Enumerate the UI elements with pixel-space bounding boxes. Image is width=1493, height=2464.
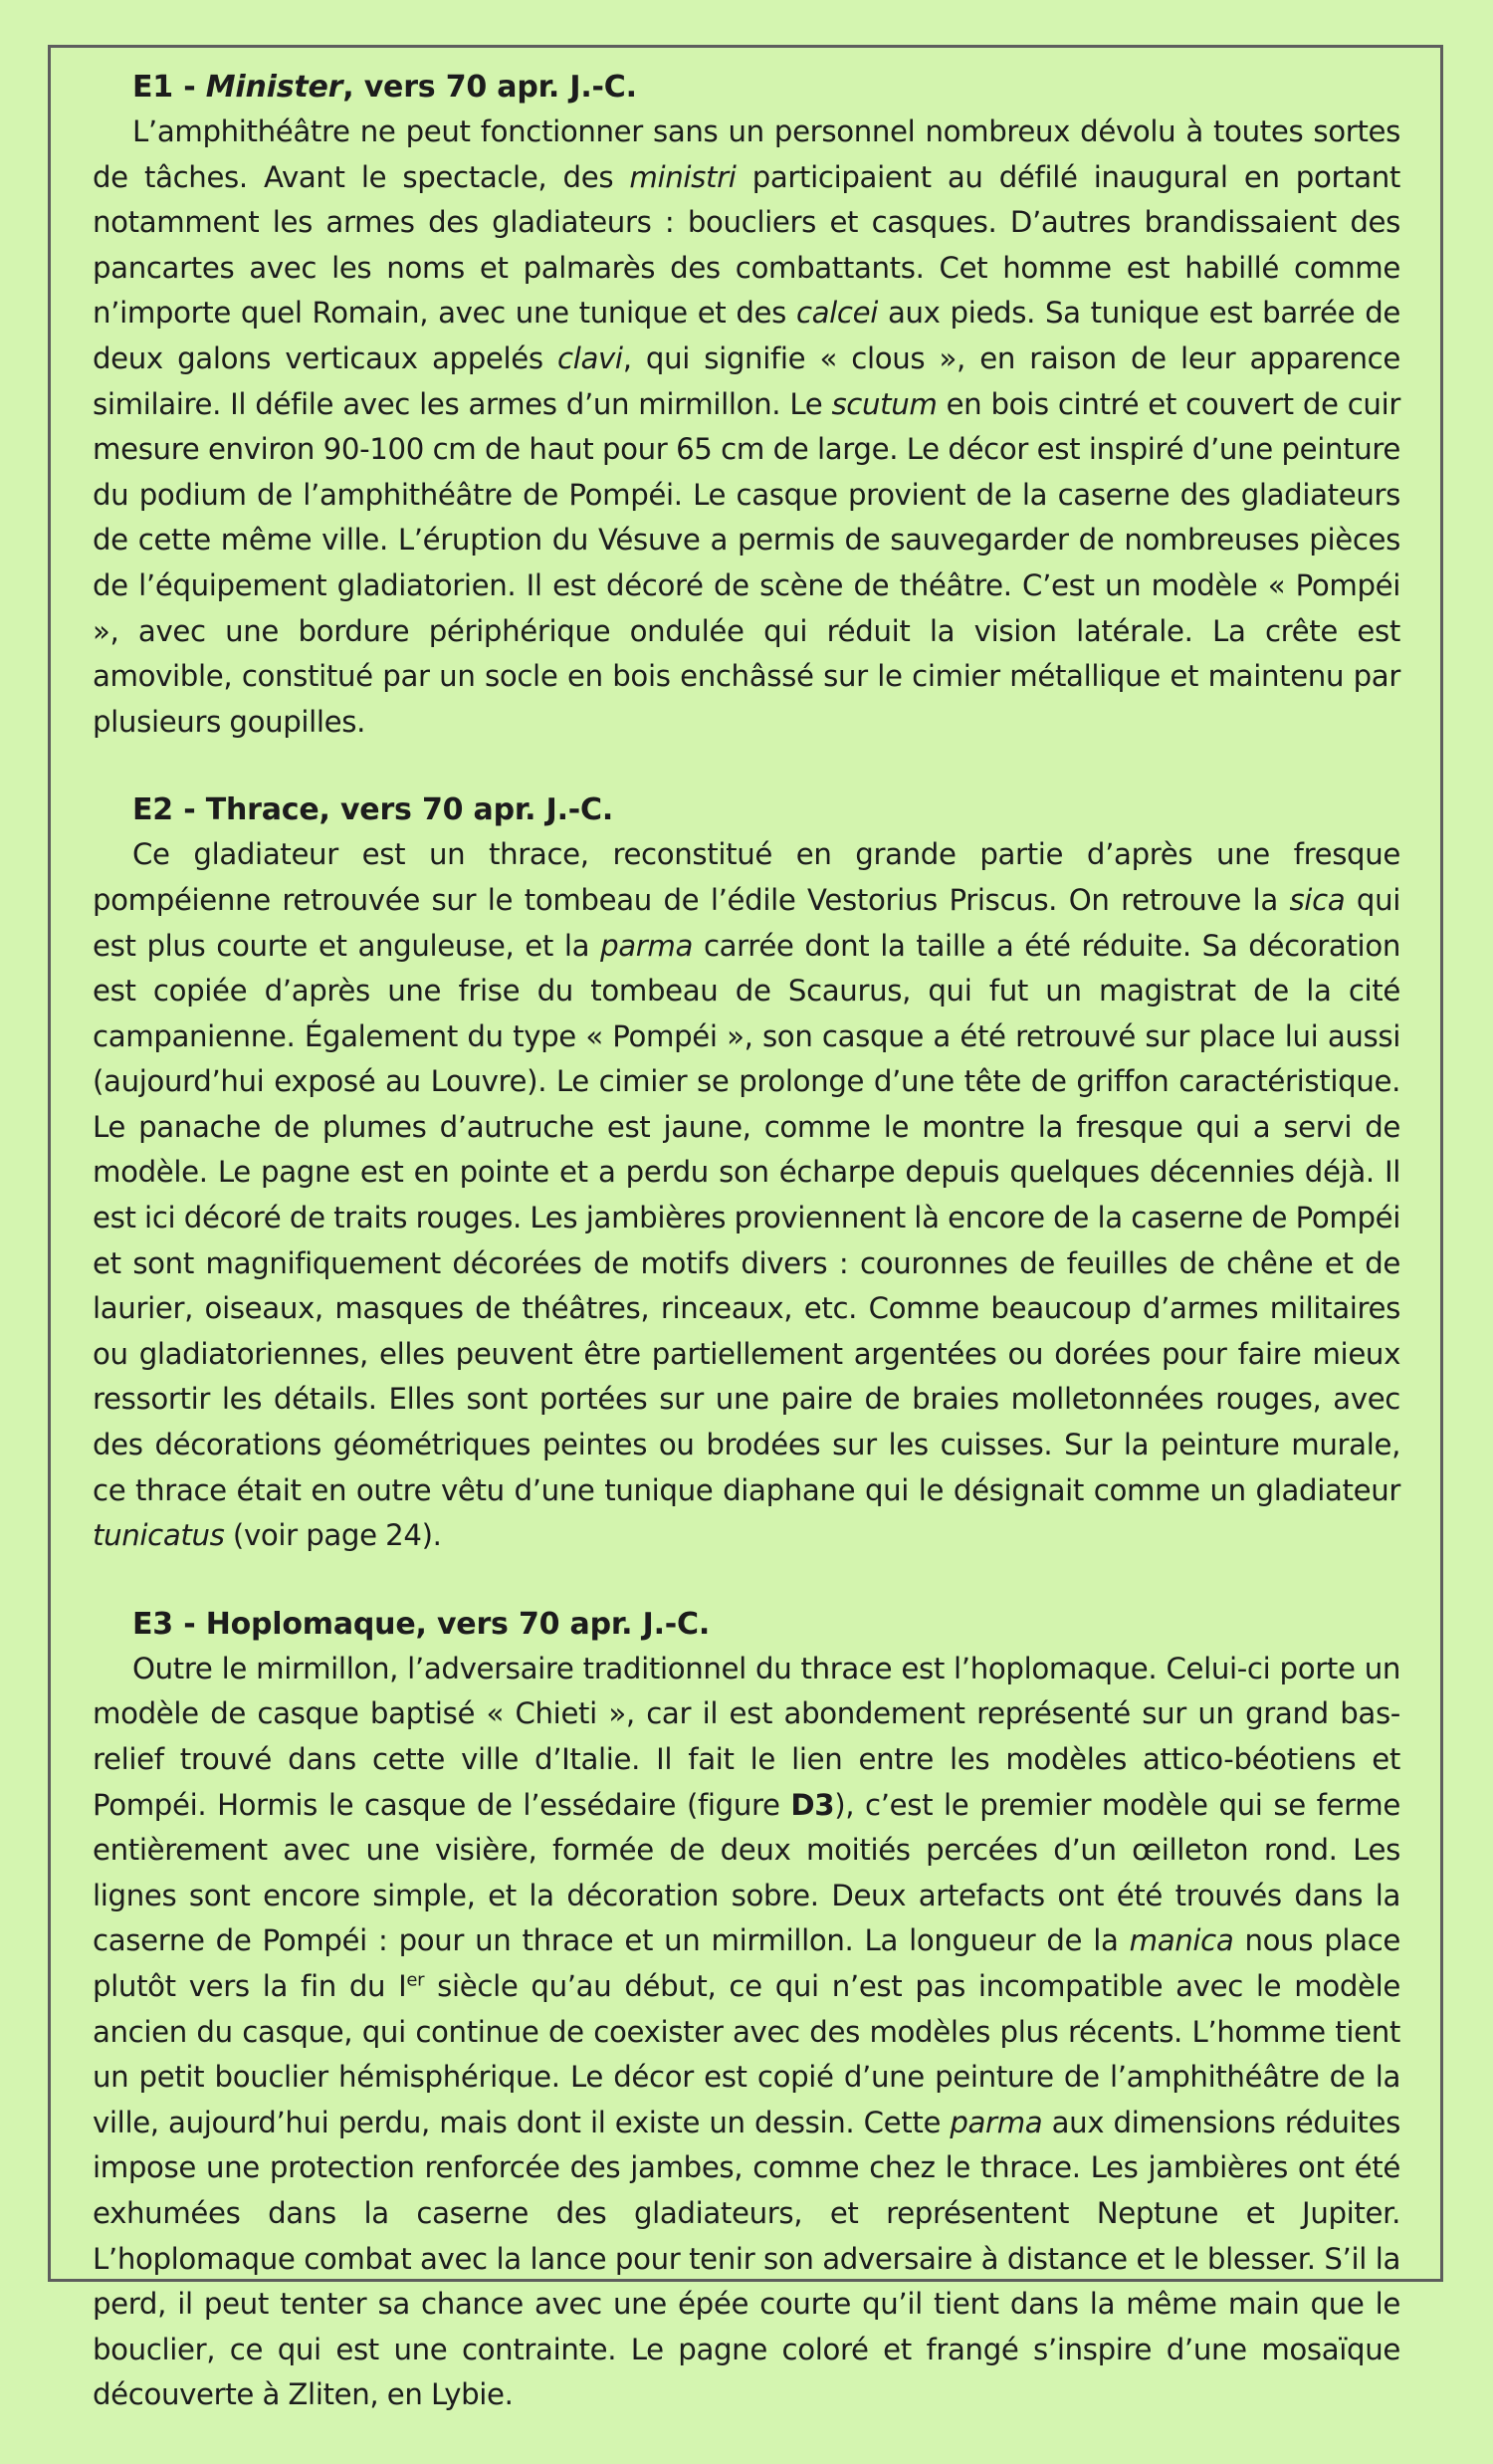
superscript: er (406, 1969, 425, 1991)
italic-term: ministri (629, 159, 737, 194)
text-run: ), c’est le premier modèle qui se ferme entièrement avec une visière, formée de deux moitiés percées d’un œilleton rond. Les lignes sont encore simple, et la décoration sobre. Deux artefacts ont été trouvés dans la caserne de Pompéi : pour un thrace et un mirmillon. La longueur de la (93, 1787, 1400, 1958)
section-paragraph (93, 832, 1400, 1559)
italic-term: parma (950, 2105, 1043, 2139)
italic-term: clavi (557, 340, 623, 375)
section-title (132, 68, 1400, 108)
title-rest: , vers 70 apr. J.-C. (342, 70, 637, 105)
title-rest: , vers 70 apr. J.-C. (319, 792, 614, 828)
italic-term: sica (1289, 882, 1346, 917)
bold-reference: D3 (790, 1787, 835, 1822)
section-paragraph (93, 110, 1400, 745)
text-run: nous place plutôt vers la fin du I (93, 1923, 1400, 2003)
title-name: Thrace (205, 792, 320, 828)
italic-term: manica (1129, 1923, 1234, 1958)
title-name: Minister (205, 70, 343, 105)
text-run: aux pieds. Sa tunique est barrée de deux galons verticaux appelés (93, 296, 1400, 375)
italic-term: parma (600, 928, 694, 963)
section-title (132, 1605, 1400, 1645)
text-run: Outre le mirmillon, l’adversaire traditionnel du thrace est l’hoplomaque. Celui-ci porte un modèle de casque baptisé « Chieti », car il est abondement représenté sur un grand bas-relief trouvé dans cette ville d’Italie. Il fait le lien entre les modèles attico-béotiens et Pompéi. Hormis le casque de l’essédaire (figure (93, 1651, 1400, 1822)
text-run: carrée dont la taille a été réduite. Sa décoration est copiée d’après une frise du tombeau de Scaurus, qui fut un magistrat de la cité campanienne. Également du type « Pompéi », son casque a été retrouvé sur place lui aussi (aujourd’hui exposé au Louvre). Le cimier se prolonge d’une tête de griffon caractéristique. Le panache de plumes d’autruche est jaune, comme le montre la fresque qui a servi de modèle. Le pagne est en pointe et a perdu son écharpe depuis quelques décennies déjà. Il est ici décoré de traits rouges. Les jambières proviennent là encore de la caserne de Pompéi et sont magnifiquement décorées de motifs divers : couronnes de feuilles de chêne et de laurier, oiseaux, masques de théâtres, rinceaux, etc. Comme beaucoup d’armes militaires ou gladiatoriennes, elles peuvent être partiellement argentées ou dorées pour faire mieux ressortir les détails. Elles sont portées sur une paire de braies molletonnées rouges, avec des décorations géométriques peintes ou brodées sur les cuisses. Sur la peinture murale, ce thrace était en outre vêtu d’une tunique diaphane qui le désignait comme un gladiateur (93, 928, 1400, 1507)
italic-term: calcei (795, 296, 878, 331)
title-code: E3 - (132, 1606, 206, 1642)
text-run: qui est plus courte et anguleuse, et la (93, 882, 1400, 963)
text-run: participaient au défilé inaugural en portant notamment les armes des gladiateurs : boucliers et casques. D’autres brandissaient des pancartes avec les noms et palmarès des combattants. Cet homme est habillé comme n’importe quel Romain, avec une tunique et des (93, 159, 1400, 331)
text-run: aux dimensions réduites impose une protection renforcée des jambes, comme chez le thrace. Les jambières ont été exhumées dans la caserne des gladiateurs, et représentent Neptune et Jupiter. L’hoplomaque combat avec la lance pour tenir son adversaire à distance et le blesser. S’il la perd, il peut tenter sa chance avec une épée courte qu’il tient dans la même main que le bouclier, ce qui est une contrainte. Le pagne coloré et frangé s’inspire d’une mosaïque découverte à Zliten, en Lybie. (93, 2105, 1400, 2412)
italic-term: tunicatus (93, 1518, 225, 1553)
text-box (48, 45, 1443, 2412)
section-e2 (93, 790, 1400, 1559)
title-code: E2 - (132, 792, 206, 828)
italic-term: scutum (831, 386, 938, 421)
text-run: en bois cintré et couvert de cuir mesure environ 90-100 cm de haut pour 65 cm de large. Le décor est inspiré d’une peinture du podium de l’amphithéâtre de Pompéi. Le casque provient de la caserne des gladiateurs de cette même ville. L’éruption du Vésuve a permis de sauvegarder de nombreuses pièces de l’équipement gladiatorien. Il est décoré de scène de théâtre. C’est un modèle « Pompéi », avec une bordure périphérique ondulée qui réduit la vision latérale. La crête est amovible, constitué par un socle en bois enchâssé sur le cimier métallique et maintenu par plusieurs goupilles. (93, 386, 1400, 739)
text-run: L’amphithéâtre ne peut fonctionner sans un personnel nombreux dévolu à toutes sortes de tâches. Avant le spectacle, des (93, 114, 1400, 194)
section-e1 (93, 68, 1400, 745)
section-e3 (93, 1605, 1400, 2418)
section-title (132, 790, 1400, 830)
text-run: (voir page 24). (224, 1518, 442, 1553)
text-content (93, 68, 1400, 2464)
title-code: E1 - (132, 70, 206, 105)
text-run: , qui signifie « clous », en raison de leur apparence similaire. Il défile avec les armes d’un mirmillon. Le (93, 340, 1400, 421)
text-run: Ce gladiateur est un thrace, reconstitué en grande partie d’après une fresque pompéienne retrouvée sur le tombeau de l’édile Vestorius Priscus. On retrouve la (93, 837, 1400, 917)
title-name: Hoplomaque (205, 1606, 416, 1642)
title-rest: , vers 70 apr. J.-C. (415, 1606, 711, 1642)
section-paragraph (93, 1647, 1400, 2418)
text-run: siècle qu’au début, ce qui n’est pas incompatible avec le modèle ancien du casque, qui continue de coexister avec des modèles plus récents. L’homme tient un petit bouclier hémisphérique. Le décor est copié d’une peinture de l’amphithéâtre de la ville, aujourd’hui perdu, mais dont il existe un dessin. Cette (93, 1968, 1400, 2139)
